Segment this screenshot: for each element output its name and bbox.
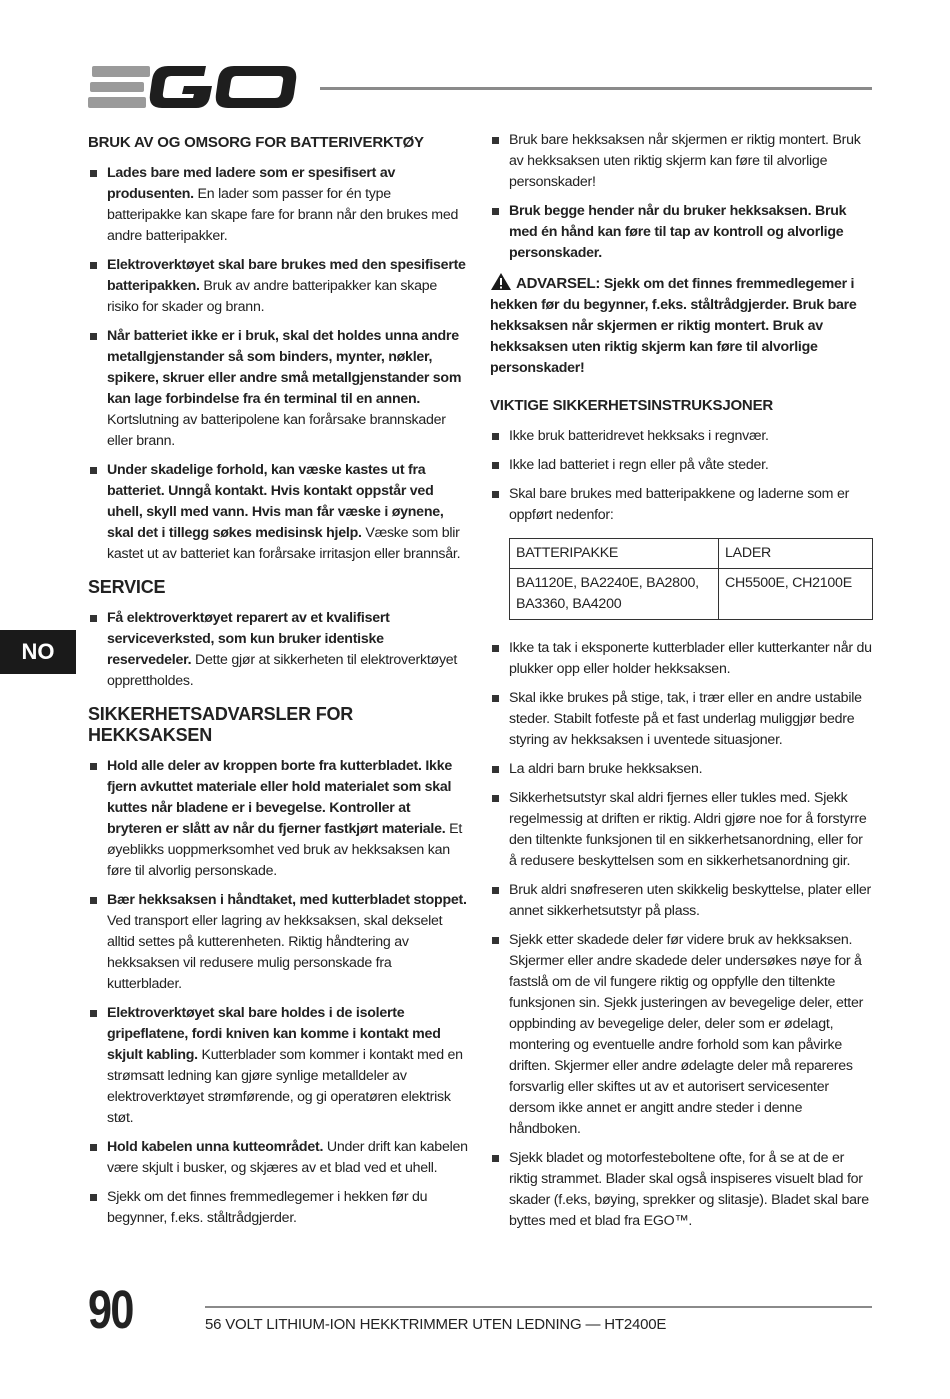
footer-title: 56 VOLT LITHIUM-ION HEKKTRIMMER UTEN LEDNING — HT2400E <box>205 1316 667 1333</box>
bullet-icon <box>492 1155 499 1162</box>
table-header-row <box>510 539 873 569</box>
list-item: Ikke bruk batteridrevet hekksaks i regnvær. <box>490 426 872 447</box>
bullet-icon <box>492 887 499 894</box>
bullet-icon <box>492 645 499 652</box>
bullet-icon <box>90 262 97 269</box>
section-title-service: SERVICE <box>88 577 166 597</box>
warning-label: ADVARSEL: <box>516 275 601 292</box>
bullet-icon <box>492 137 499 144</box>
section-title-hedge-warnings: SIKKERHETSADVARSLER FOR HEKKSAKSEN <box>88 704 354 745</box>
bullet-icon <box>492 795 499 802</box>
footer-rule <box>205 1306 872 1308</box>
important-list <box>490 426 872 526</box>
list-item: Sjekk etter skadede deler før videre bruk av hekksaksen. Skjermer eller andre skadede deler undersøkes nøye for å fastslå om de vil fungere riktig og oppfylle den tiltenkte funksjonen sin. Sjekk justeringen av bevegelige deler, etter oppbinding av bevegelige deler, deler som er ødelagt, montering og eventuelle andre forhold som kan påvirke driften. Skjermer eller andre ødelagte deler må repareres forsvarlig eller skiftes ut av et autorisert servicesenter dersom ikke annet er angitt andre steder i denne håndboken. <box>490 930 872 1140</box>
bullet-icon <box>90 615 97 622</box>
list-item: La aldri barn bruke hekksaksen. <box>490 759 872 780</box>
list-item: Hold alle deler av kroppen borte fra kutterbladet. Ikke fjern avkuttet materiale eller hold materialet som skal kuttes når bladene er i bevegelse. Kontroller at bryteren er slått av når du fjerner fastkjørt materiale. Et øyeblikks uoppmerksomhet ved bruk av hekksaksen kan føre til alvorlig personskade. <box>88 756 468 882</box>
table-header-charger: LADER <box>719 539 873 569</box>
service-list <box>88 608 468 692</box>
header-rule <box>320 87 872 90</box>
list-item: Sjekk bladet og motorfesteboltene ofte, for å se at de er riktig strammet. Blader skal også inspiseres visuelt blad for skader (f.eks, bøying, sprekker og slitasje). Bladet skal bare byttes med et blad fra EGO™. <box>490 1148 872 1232</box>
bullet-icon <box>90 763 97 770</box>
list-item: Bruk begge hender når du bruker hekksaksen. Bruk med én hånd kan føre til tap av kontroll og alvorlige personskader. <box>490 201 872 264</box>
bullet-icon <box>492 462 499 469</box>
list-item: Under skadelige forhold, kan væske kastes ut fra batteriet. Unngå kontakt. Hvis kontakt oppstår ved uhell, skyll med vann. Hvis man får væske i øynene, skal det i tillegg søkes medisinsk hjelp. Væske som blir kastet ut av batteriet kan forårsake irritasjon eller brannsår. <box>88 460 468 565</box>
bullet-icon <box>492 433 499 440</box>
list-item: Sjekk om det finnes fremmedlegemer i hekken før du begynner, f.eks. ståltrådgjerder. <box>88 1187 468 1229</box>
list-item: Få elektroverktøyet reparert av et kvalifisert serviceverksted, som kun bruker identiske reservedeler. Dette gjør at sikkerheten til elektroverktøyet opprettholdes. <box>88 608 468 692</box>
warning-text: Sjekk om det finnes fremmedlegemer i hekken før du begynner, f.eks. ståltrådgjerder. Bruk bare hekksaksen når skjermen er riktig montert. Bruk av hekksaksen uten riktig skjerm kan føre til alvorlige personskader! <box>490 276 857 376</box>
left-column <box>88 130 468 1237</box>
bullet-icon <box>90 467 97 474</box>
bullet-icon <box>90 1194 97 1201</box>
bullet-icon <box>90 333 97 340</box>
bullet-icon <box>90 1144 97 1151</box>
warning-triangle-icon <box>490 272 512 291</box>
table-cell-batteries: BA1120E, BA2240E, BA2800, BA3360, BA4200 <box>510 569 719 620</box>
battery-list <box>88 163 468 565</box>
list-item: Sikkerhetsutstyr skal aldri fjernes eller tukles med. Sjekk regelmessig at driften er riktig. Aldri gjøre noe for å forstyrre den tiltenkte funksjonen til en sikkerhetsanordning, eller for å redusere beskyttelsen som en sikkerhetsanordning gir. <box>490 788 872 872</box>
battery-charger-table <box>509 538 873 620</box>
table-header-battery: BATTERIPAKKE <box>510 539 719 569</box>
table-cell-chargers: CH5500E, CH2100E <box>719 569 873 620</box>
table-row <box>510 569 873 620</box>
screen-list <box>490 130 872 264</box>
language-tab: NO <box>0 630 76 674</box>
hedge-warnings-list <box>88 756 468 1229</box>
ego-logo <box>88 62 298 112</box>
list-item: Lades bare med ladere som er spesifisert av produsenten. En lader som passer for én type batteripakke kan skape fare for brann når den brukes med andre batteripakker. <box>88 163 468 247</box>
bullet-icon <box>492 937 499 944</box>
right-column <box>490 130 872 1240</box>
important-list-continued <box>490 638 872 1232</box>
list-item: Bær hekksaksen i håndtaket, med kutterbladet stoppet. Ved transport eller lagring av hekksaksen, skal dekselet alltid settes på kutterenheten. Riktig håndtering av hekksaksen vil redusere mulig personskade fra kutterblader. <box>88 890 468 995</box>
list-item: Ikke lad batteriet i regn eller på våte steder. <box>490 455 872 476</box>
list-item: Hold kabelen unna kutteområdet. Under drift kan kabelen være skjult i busker, og skjæres av et blad ved et uhell. <box>88 1137 468 1179</box>
bullet-icon <box>90 897 97 904</box>
section-title-battery: BRUK AV OG OMSORG FOR BATTERIVERKTØY <box>88 134 424 151</box>
list-item: Skal bare brukes med batteripakkene og laderne som er oppført nedenfor: <box>490 484 872 526</box>
list-item: Skal ikke brukes på stige, tak, i trær eller en andre ustabile steder. Stabilt fotfeste på et fast underlag muliggjør bedre styring av hekksaksen i uventede situasjoner. <box>490 688 872 751</box>
warning-block <box>490 272 872 379</box>
bullet-icon <box>90 1010 97 1017</box>
list-item: Bruk bare hekksaksen når skjermen er riktig montert. Bruk av hekksaksen uten riktig skjerm kan føre til alvorlige personskader! <box>490 130 872 193</box>
list-item: Ikke ta tak i eksponerte kutterblader eller kutterkanter når du plukker opp eller holder hekksaksen. <box>490 638 872 680</box>
bullet-icon <box>492 208 499 215</box>
list-item: Elektroverktøyet skal bare holdes i de isolerte gripeflatene, fordi kniven kan komme i kontakt med skjult kabling. Kutterblader som kommer i kontakt med en strømsatt ledning kan gjøre synlige metalldeler av elektroverktøyet strømførende, og gi operatøren elektrisk støt. <box>88 1003 468 1129</box>
bullet-icon <box>492 491 499 498</box>
section-title-important: VIKTIGE SIKKERHETSINSTRUKSJONER <box>490 397 774 414</box>
list-item: Når batteriet ikke er i bruk, skal det holdes unna andre metallgjenstander så som binders, mynter, nøkler, spikere, skruer eller andre små metallgjenstander som kan lage forbindelse fra én terminal til en annen. Kortslutning av batteripolene kan forårsake brannskader eller brann. <box>88 326 468 452</box>
page-number: 90 <box>88 1280 133 1340</box>
bullet-icon <box>492 695 499 702</box>
bullet-icon <box>492 766 499 773</box>
list-item: Elektroverktøyet skal bare brukes med den spesifiserte batteripakken. Bruk av andre batteripakker kan skape risiko for skader og brann. <box>88 255 468 318</box>
bullet-icon <box>90 170 97 177</box>
list-item: Bruk aldri snøfreseren uten skikkelig beskyttelse, plater eller annet sikkerhetsutstyr på plass. <box>490 880 872 922</box>
